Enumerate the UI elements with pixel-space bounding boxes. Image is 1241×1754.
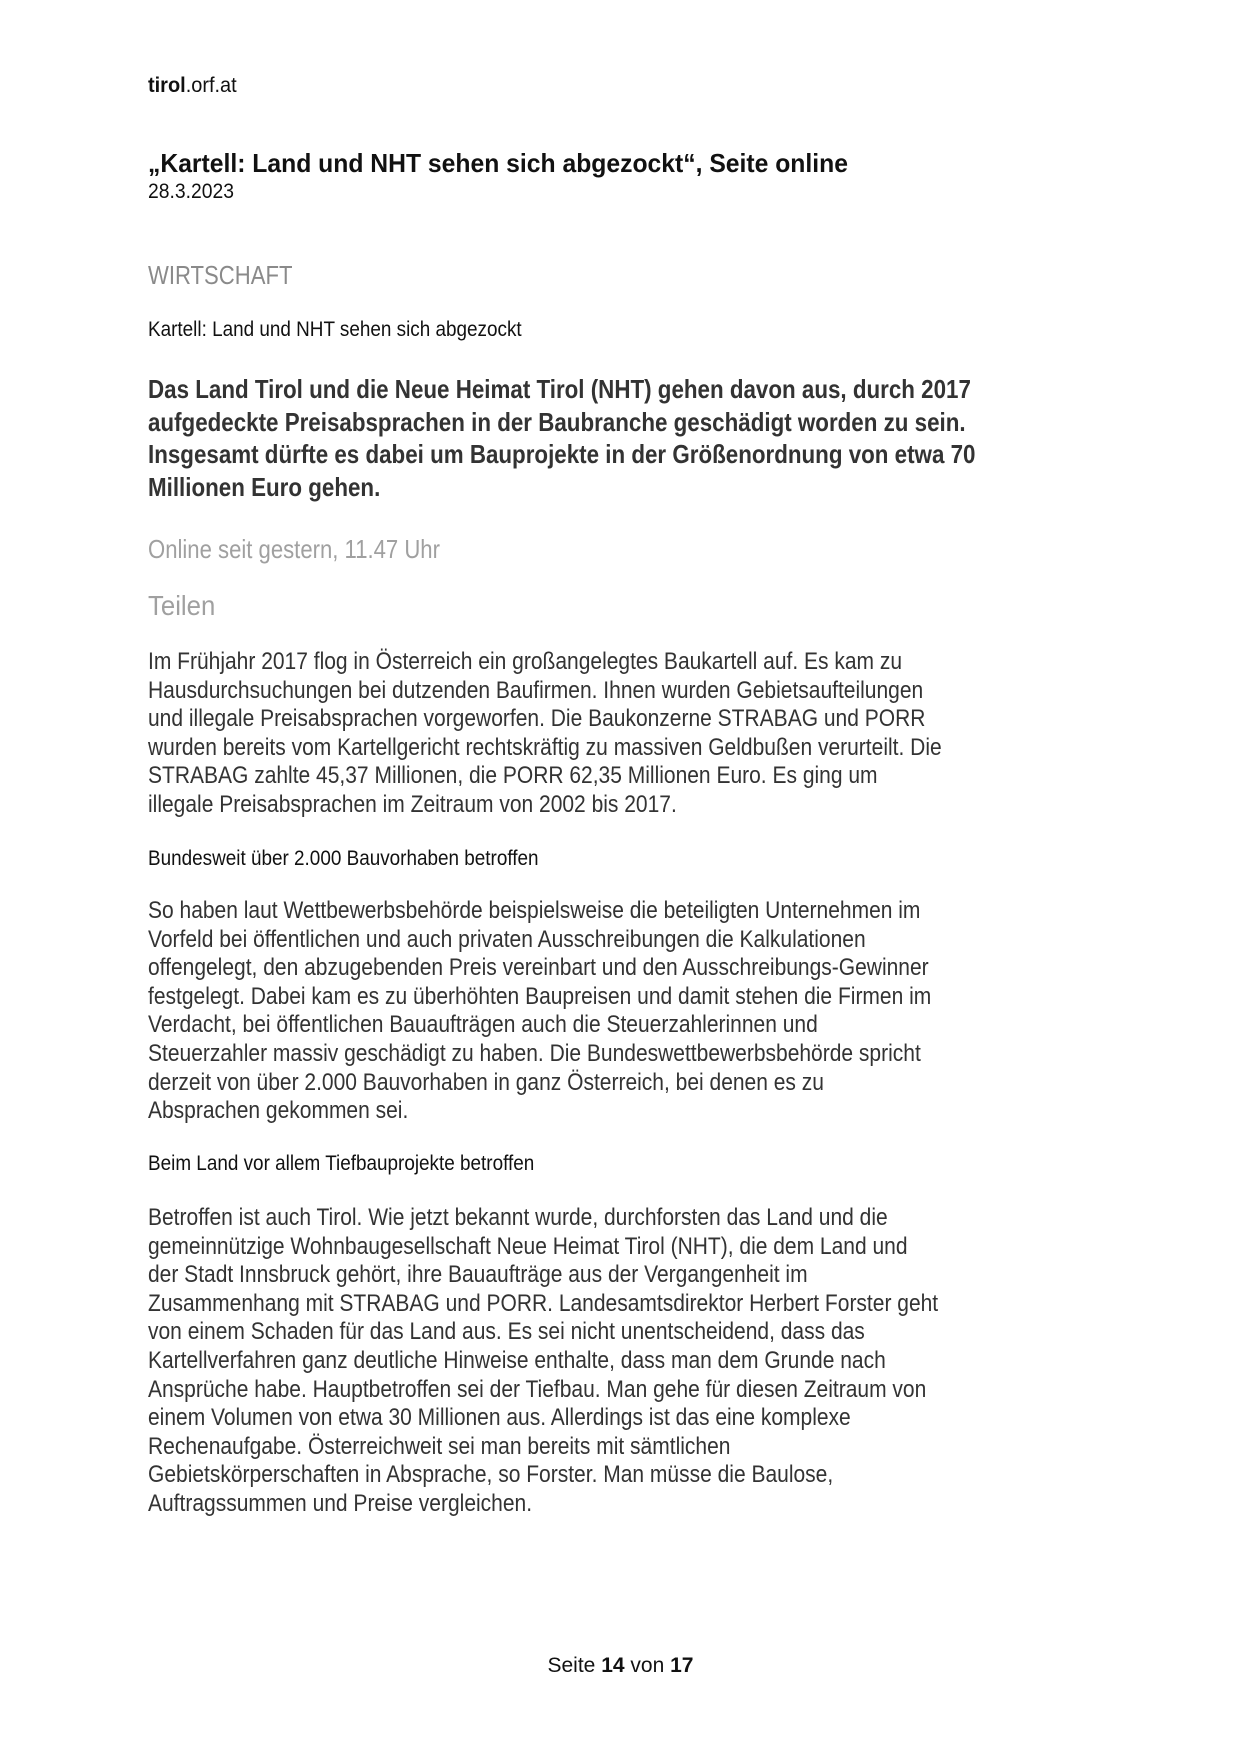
subheading-2: Beim Land vor allem Tiefbauprojekte betroffen (148, 1152, 535, 1175)
lead-line: Millionen Euro gehen. (148, 471, 381, 502)
text-line: und illegale Preisabsprachen vorgeworfen. Die Baukonzerne STRABAG und PORR (148, 705, 926, 733)
document-title: „Kartell: Land und NHT sehen sich abgezockt“, Seite online (148, 148, 848, 178)
of-word: von (630, 1654, 665, 1677)
text-line: Absprachen gekommen sei. (148, 1097, 409, 1125)
text-line: Ansprüche habe. Hauptbetroffen sei der Tiefbau. Man gehe für diesen Zeitraum von (148, 1375, 927, 1403)
text-line: Auftragssummen und Preise vergleichen. (148, 1489, 533, 1517)
text-line: wurden bereits vom Kartellgericht rechtskräftig zu massiven Geldbußen verurteilt. Die (148, 733, 942, 761)
page-footer (0, 1654, 1241, 1678)
text-line: Vorfeld bei öffentlichen und auch privaten Ausschreibungen die Kalkulationen (148, 925, 866, 953)
page-word: Seite (547, 1654, 596, 1677)
text-line: Steuerzahler massiv geschädigt zu haben. Die Bundeswettbewerbsbehörde spricht (148, 1039, 921, 1067)
text-line: illegale Preisabsprachen im Zeitraum von 2002 bis 2017. (148, 790, 677, 818)
source-site (148, 74, 237, 98)
text-line: derzeit von über 2.000 Bauvorhaben in ganz Österreich, bei denen es zu (148, 1068, 824, 1096)
text-line: offengelegt, den abzugebenden Preis vereinbart und den Ausschreibungs-Gewinner (148, 954, 929, 982)
share-link[interactable]: Teilen (148, 590, 216, 621)
article-lead (148, 373, 975, 503)
section-label: WIRTSCHAFT (148, 260, 293, 290)
subheading-1: Bundesweit über 2.000 Bauvorhaben betroffen (148, 847, 539, 870)
lead-line: Das Land Tirol und die Neue Heimat Tirol (NHT) gehen davon aus, durch 2017 (148, 374, 971, 404)
page-total: 17 (670, 1654, 694, 1677)
paragraph-2 (148, 897, 931, 1126)
article-kicker: Kartell: Land und NHT sehen sich abgezockt (148, 318, 522, 341)
text-line: Gebietskörperschaften in Absprache, so Forster. Man müsse die Baulose, (148, 1461, 834, 1489)
site-name-rest: .orf.at (185, 74, 237, 97)
text-line: STRABAG zahlte 45,37 Millionen, die PORR 62,35 Millionen Euro. Es ging um (148, 762, 878, 790)
document-date: 28.3.2023 (148, 180, 234, 203)
text-line: Rechenaufgabe. Österreichweit sei man bereits mit sämtlichen (148, 1432, 731, 1460)
site-name-bold: tirol (148, 74, 186, 97)
text-line: Verdacht, bei öffentlichen Bauaufträgen auch die Steuerzahlerinnen und (148, 1011, 818, 1039)
text-line: einem Volumen von etwa 30 Millionen aus. Allerdings ist das eine komplexe (148, 1404, 851, 1432)
lead-line: aufgedeckte Preisabsprachen in der Baubranche geschädigt worden zu sein. (148, 406, 966, 437)
text-line: festgelegt. Dabei kam es zu überhöhten Baupreisen und damit stehen die Firmen im (148, 982, 932, 1010)
paragraph-1 (148, 648, 942, 820)
text-line: Hausdurchsuchungen bei dutzenden Baufirmen. Ihnen wurden Gebietsaufteilungen (148, 676, 924, 704)
text-line: Zusammenhang mit STRABAG und PORR. Landesamtsdirektor Herbert Forster geht (148, 1289, 939, 1317)
text-line: Betroffen ist auch Tirol. Wie jetzt bekannt wurde, durchforsten das Land und die (148, 1204, 888, 1231)
paragraph-3 (148, 1204, 938, 1519)
lead-line: Insgesamt dürfte es dabei um Bauprojekte in der Größenordnung von etwa 70 (148, 439, 976, 469)
text-line: der Stadt Innsbruck gehört, ihre Bauaufträge aus der Vergangenheit im (148, 1261, 808, 1289)
text-line: Kartellverfahren ganz deutliche Hinweise enthalte, dass man dem Grunde nach (148, 1346, 886, 1374)
text-line: gemeinnützige Wohnbaugesellschaft Neue Heimat Tirol (NHT), die dem Land und (148, 1232, 908, 1260)
text-line: Im Frühjahr 2017 flog in Österreich ein großangelegtes Baukartell auf. Es kam zu (148, 648, 903, 675)
text-line: So haben laut Wettbewerbsbehörde beispielsweise die beteiligten Unternehmen im (148, 897, 921, 924)
page-number: 14 (601, 1654, 625, 1677)
online-since: Online seit gestern, 11.47 Uhr (148, 534, 440, 564)
text-line: von einem Schaden für das Land aus. Es sei nicht unentscheidend, dass das (148, 1318, 865, 1346)
